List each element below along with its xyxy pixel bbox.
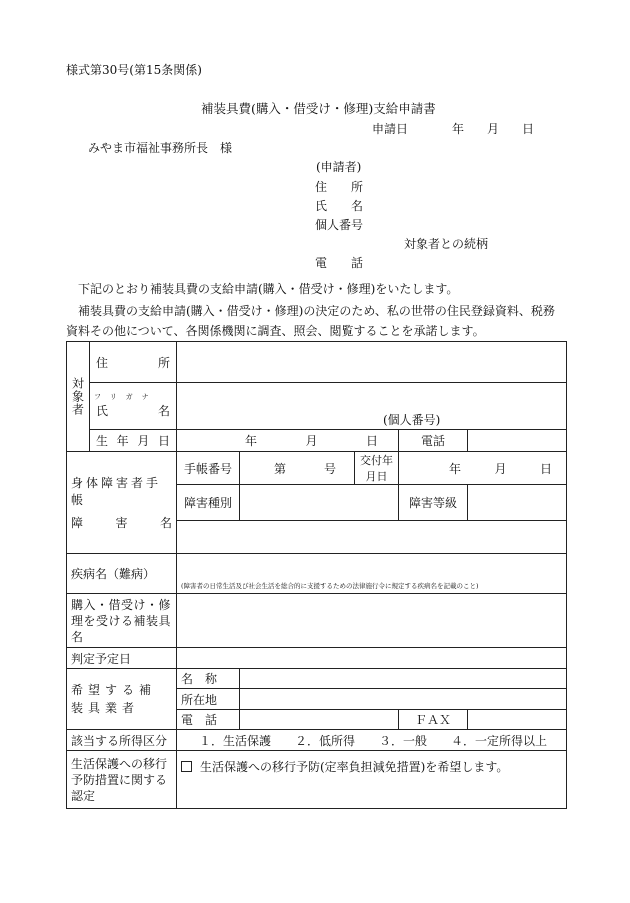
- applicant-phone-label: 電 話: [315, 256, 364, 270]
- disability-name-field[interactable]: [177, 521, 567, 554]
- vendor-location-label: 所在地: [177, 689, 240, 710]
- disease-note: (障害者の日常生活及び社会生活を総合的に支援するための法律施行令に規定する疾病名を記載のこと): [181, 582, 479, 590]
- vendor-phone-field[interactable]: [240, 710, 399, 730]
- birth-year: 年: [245, 434, 258, 448]
- disability-type-label: 障害種別: [177, 485, 240, 521]
- addressee: みやま市福祉事務所長 様: [88, 141, 233, 155]
- applicant-heading: (申請者): [316, 160, 362, 174]
- subject-phone-label: 電話: [399, 430, 468, 452]
- issue-year: 年: [449, 461, 462, 476]
- disease-label: 疾病名（難病）: [67, 554, 177, 594]
- device-label: 購入・借受け・修理を受ける補装具名: [67, 594, 177, 648]
- applicant-name-label: 氏 名: [315, 199, 364, 213]
- subject-name-field[interactable]: [177, 383, 567, 430]
- issue-day: 日: [540, 461, 553, 476]
- birth-month: 月: [305, 434, 318, 448]
- income-label: 該当する所得区分: [67, 730, 177, 751]
- subject-name-label: フリガナ 氏 名: [90, 383, 177, 430]
- disability-type-field[interactable]: [240, 485, 399, 521]
- device-field[interactable]: [177, 594, 567, 648]
- techo-dai: 第: [274, 461, 287, 476]
- application-form-table: [66, 341, 567, 809]
- judgement-date-label: 判定予定日: [67, 648, 177, 669]
- vendor-fax-label: ＦＡＸ: [399, 710, 468, 730]
- application-statement: 下記のとおり補装具費の支給申請(購入・借受け・修理)をいたします。: [78, 282, 459, 296]
- document-title: 補装具費(購入・借受け・修理)支給申請書: [201, 101, 436, 116]
- request-date-day: 日: [522, 122, 535, 136]
- techo-number-label: 手帳番号: [177, 452, 240, 485]
- vendor-name-label: 名 称: [177, 669, 240, 689]
- issue-month: 月: [494, 461, 507, 476]
- techo-number-field[interactable]: [240, 452, 355, 485]
- subject-label: 対象者: [67, 342, 90, 452]
- applicant-address-label: 住 所: [315, 180, 364, 194]
- applicant-my-number-label: 個人番号: [315, 218, 364, 232]
- techo-label: 身体障害者手帳 障 害 名: [67, 452, 177, 554]
- subject-my-number-note: (個人番号): [383, 413, 441, 427]
- subject-address-label: 住 所: [90, 342, 177, 383]
- subject-address-field[interactable]: [177, 342, 567, 383]
- disability-grade-field[interactable]: [468, 485, 567, 521]
- request-date-label: 申請日: [372, 122, 409, 136]
- issue-date-field[interactable]: [399, 452, 567, 485]
- issue-date-label: 交付年月日: [355, 452, 399, 485]
- transition-checkbox[interactable]: [181, 761, 192, 772]
- furigana-label: フリガナ: [94, 393, 158, 401]
- transition-text: 生活保護への移行予防(定率負担減免措置)を希望します。: [200, 760, 509, 774]
- form-number: 様式第30号(第15条関係): [66, 63, 202, 77]
- birth-day: 日: [365, 434, 378, 448]
- judgement-date-field[interactable]: [177, 648, 567, 669]
- subject-birth-field[interactable]: [177, 430, 399, 452]
- subject-phone-field[interactable]: [468, 430, 567, 452]
- vendor-phone-label: 電 話: [177, 710, 240, 730]
- transition-field: [177, 751, 567, 809]
- consent-statement: 補装具費の支給申請(購入・借受け・修理)の決定のため、私の世帯の住民登録資料、税務資料その他について、各関係機関に調査、照会、閲覧することを承諾します。: [66, 304, 555, 338]
- request-date-year: 年: [452, 122, 465, 136]
- vendor-name-field[interactable]: [240, 669, 567, 689]
- vendor-label: 希望する補装具業者: [67, 669, 177, 730]
- vendor-location-field[interactable]: [240, 689, 567, 710]
- disability-grade-label: 障害等級: [399, 485, 468, 521]
- transition-label: 生活保護への移行予防措置に関する認定: [67, 751, 177, 809]
- request-date-month: 月: [487, 122, 500, 136]
- techo-go: 号: [323, 461, 336, 476]
- disease-field[interactable]: [177, 554, 567, 594]
- vendor-fax-field[interactable]: [468, 710, 567, 730]
- applicant-relation-label: 対象者との続柄: [404, 237, 489, 251]
- subject-birth-label: 生 年 月 日: [90, 430, 177, 452]
- income-options[interactable]: １．生活保護 ２．低所得 ３．一般 ４．一定所得以上: [177, 730, 567, 751]
